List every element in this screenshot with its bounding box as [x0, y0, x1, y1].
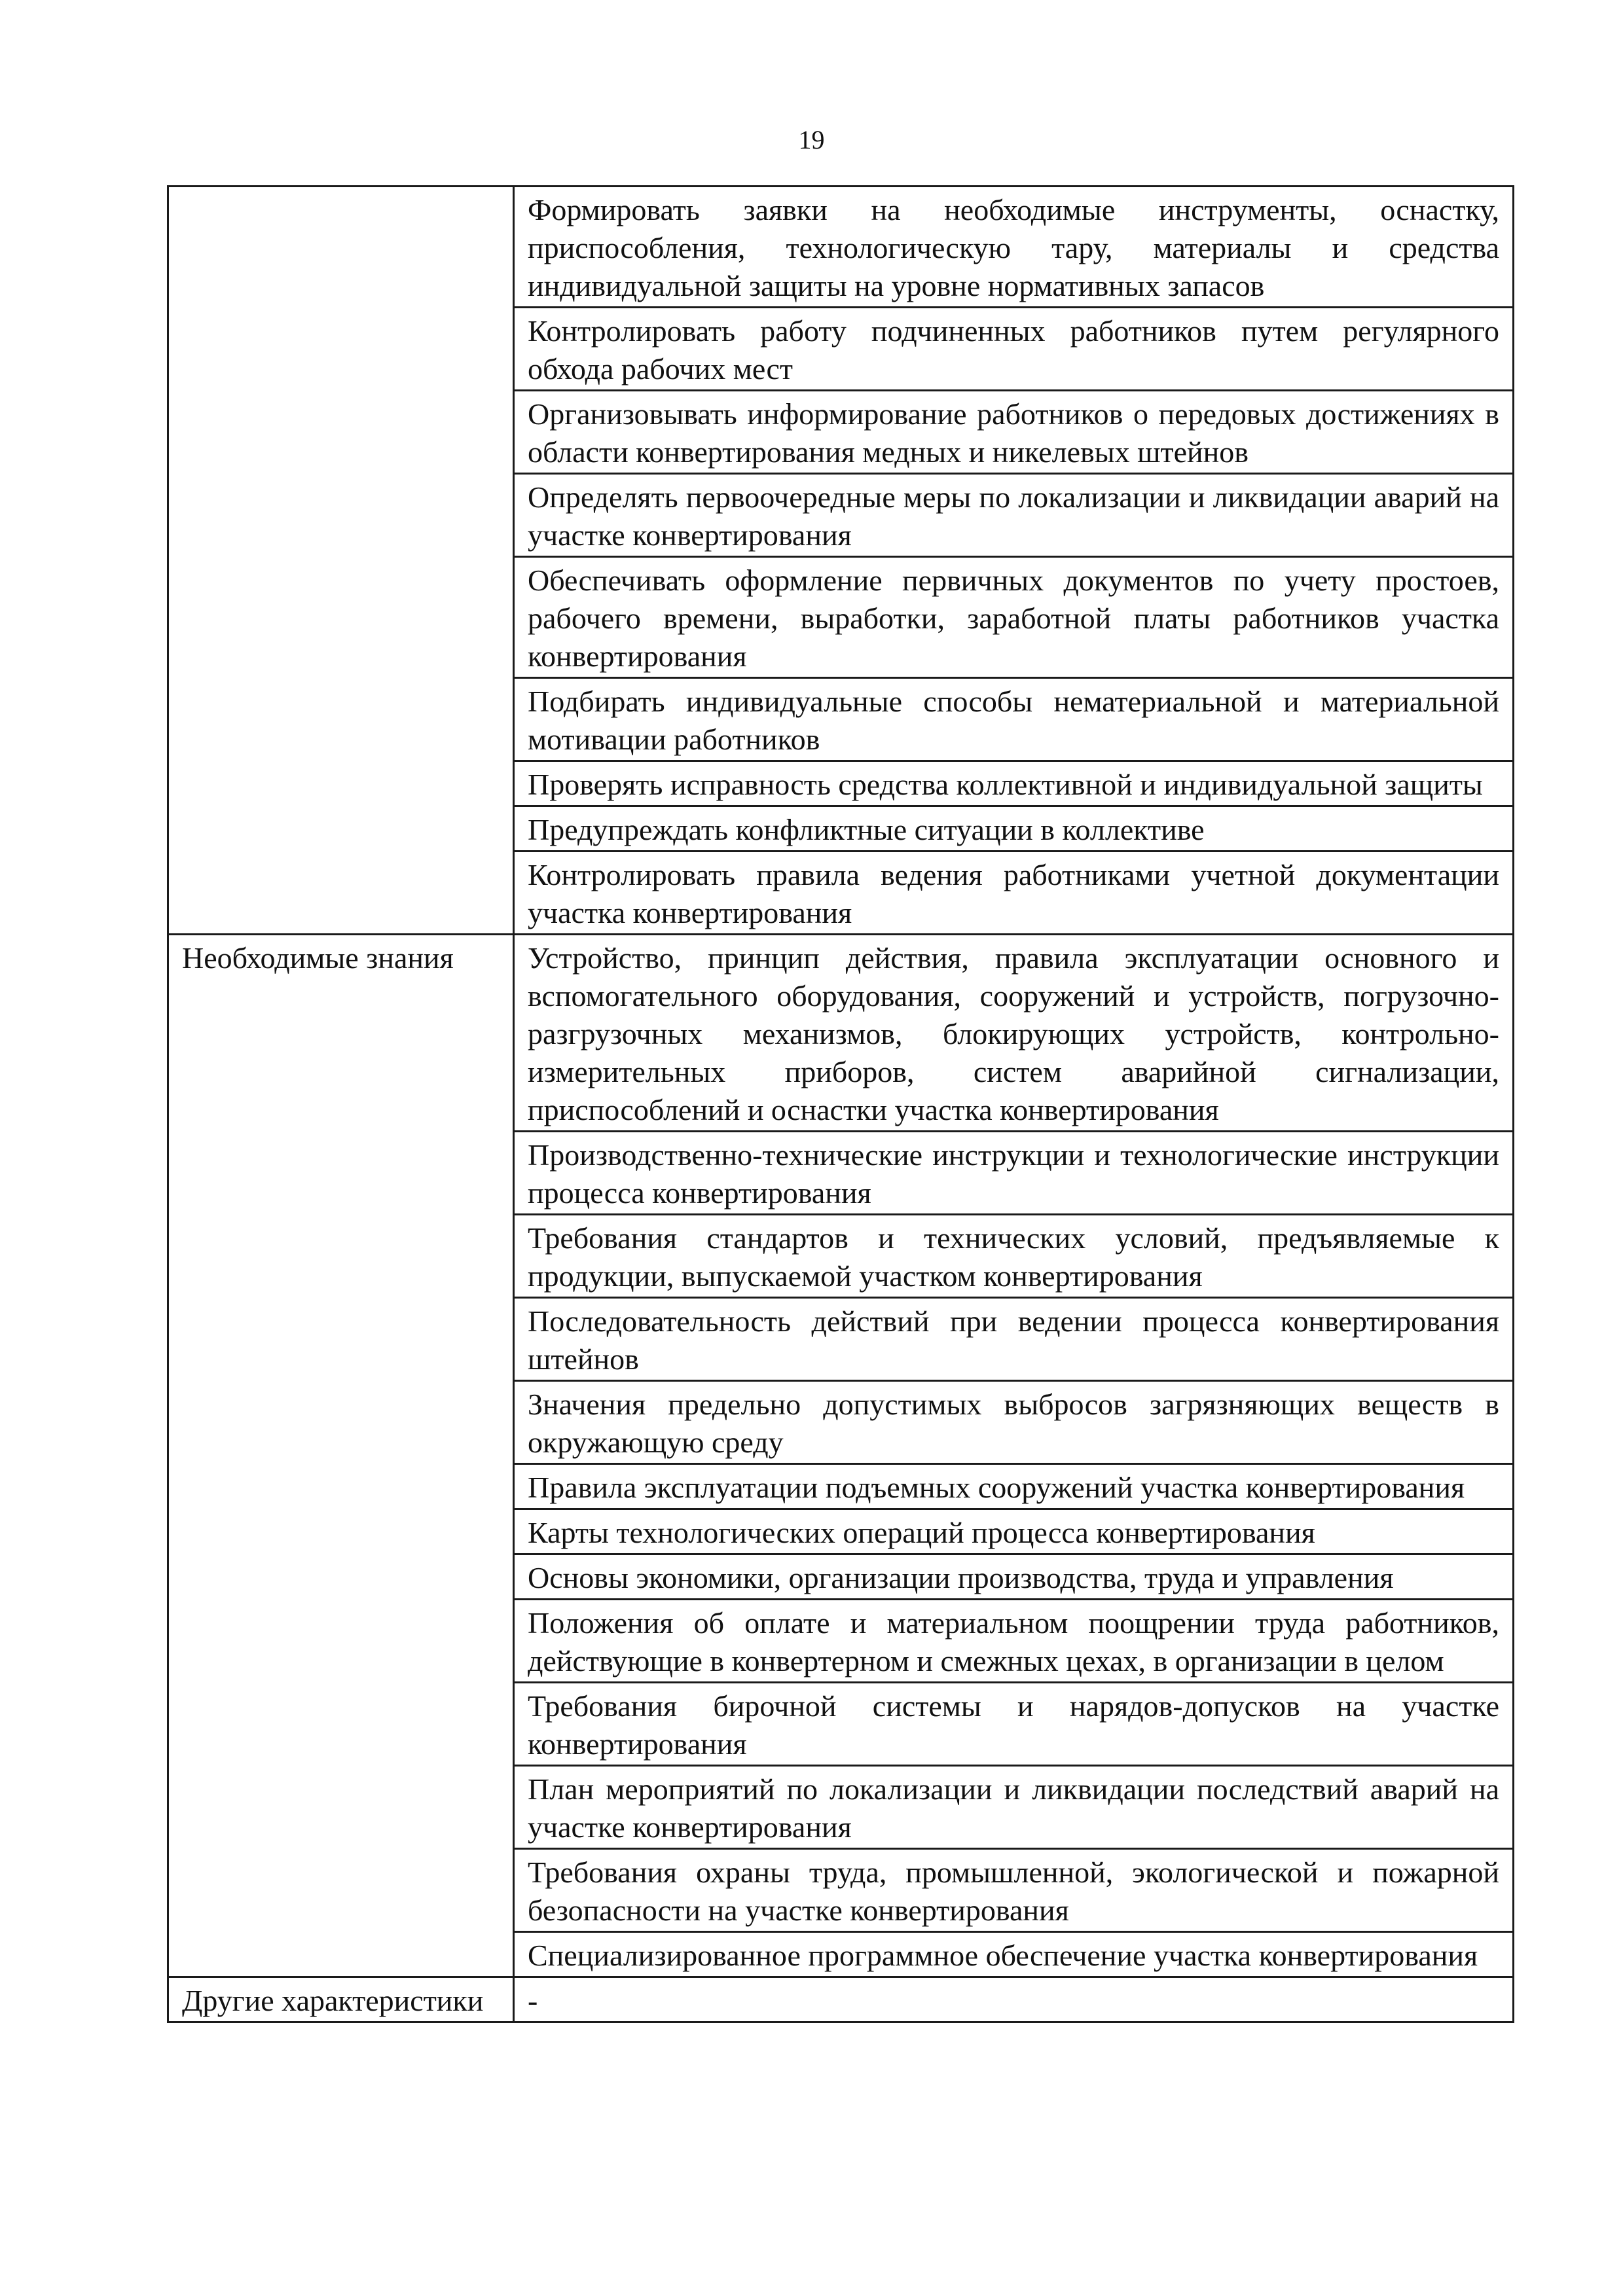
- skill-item: Контролировать правила ведения работниками учетной документации участка конвертирования: [514, 852, 1514, 935]
- table-row: [168, 187, 1514, 308]
- knowledge-item: Положения об оплате и материальном поощрении труда работников, действующие в конвертерном и смежных цехах, в организации в целом: [514, 1600, 1514, 1683]
- knowledge-item: Требования охраны труда, промышленной, экологической и пожарной безопасности на участке конвертирования: [514, 1849, 1514, 1932]
- table-row: [168, 1977, 1514, 2022]
- table-row: [168, 935, 1514, 1132]
- knowledge-item: Требования бирочной системы и нарядов-допусков на участке конвертирования: [514, 1683, 1514, 1766]
- knowledge-item: Производственно-технические инструкции и технологические инструкции процесса конвертирования: [514, 1132, 1514, 1215]
- other-label: Другие характеристики: [168, 1977, 514, 2022]
- knowledge-item: Значения предельно допустимых выбросов загрязняющих веществ в окружающую среду: [514, 1381, 1514, 1464]
- requirements-table: [167, 185, 1514, 2023]
- knowledge-item: План мероприятий по локализации и ликвидации последствий аварий на участке конвертирования: [514, 1766, 1514, 1849]
- knowledge-item: Основы экономики, организации производства, труда и управления: [514, 1554, 1514, 1600]
- knowledge-item: Требования стандартов и технических условий, предъявляемые к продукции, выпускаемой участком конвертирования: [514, 1215, 1514, 1298]
- skills-label-cell: [168, 187, 514, 935]
- other-value: -: [514, 1977, 1514, 2022]
- skill-item: Контролировать работу подчиненных работников путем регулярного обхода рабочих мест: [514, 308, 1514, 391]
- knowledge-item: Последовательность действий при ведении процесса конвертирования штейнов: [514, 1298, 1514, 1381]
- knowledge-item: Специализированное программное обеспечение участка конвертирования: [514, 1932, 1514, 1977]
- skill-item: Определять первоочередные меры по локализации и ликвидации аварий на участке конвертирования: [514, 474, 1514, 557]
- skill-item: Подбирать индивидуальные способы нематериальной и материальной мотивации работников: [514, 678, 1514, 761]
- skill-item: Обеспечивать оформление первичных документов по учету простоев, рабочего времени, выработки, заработной платы работников участка конвертирования: [514, 557, 1514, 678]
- skill-item: Формировать заявки на необходимые инструменты, оснастку, приспособления, технологическую тару, материалы и средства индивидуальной защиты на уровне нормативных запасов: [514, 187, 1514, 308]
- knowledge-item: Устройство, принцип действия, правила эксплуатации основного и вспомогательного оборудования, сооружений и устройств, погрузочно-разгрузочных механизмов, блокирующих устройств, контрольно-измерительных приборов, систем аварийной сигнализации, приспособлений и оснастки участка конвертирования: [514, 935, 1514, 1132]
- skill-item: Организовывать информирование работников о передовых достижениях в области конвертирования медных и никелевых штейнов: [514, 391, 1514, 474]
- knowledge-item: Карты технологических операций процесса конвертирования: [514, 1509, 1514, 1554]
- knowledge-label: Необходимые знания: [168, 935, 514, 1977]
- skill-item: Предупреждать конфликтные ситуации в коллективе: [514, 806, 1514, 852]
- knowledge-item: Правила эксплуатации подъемных сооружений участка конвертирования: [514, 1464, 1514, 1509]
- page-number: 19: [798, 125, 825, 154]
- skill-item: Проверять исправность средства коллективной и индивидуальной защиты: [514, 761, 1514, 806]
